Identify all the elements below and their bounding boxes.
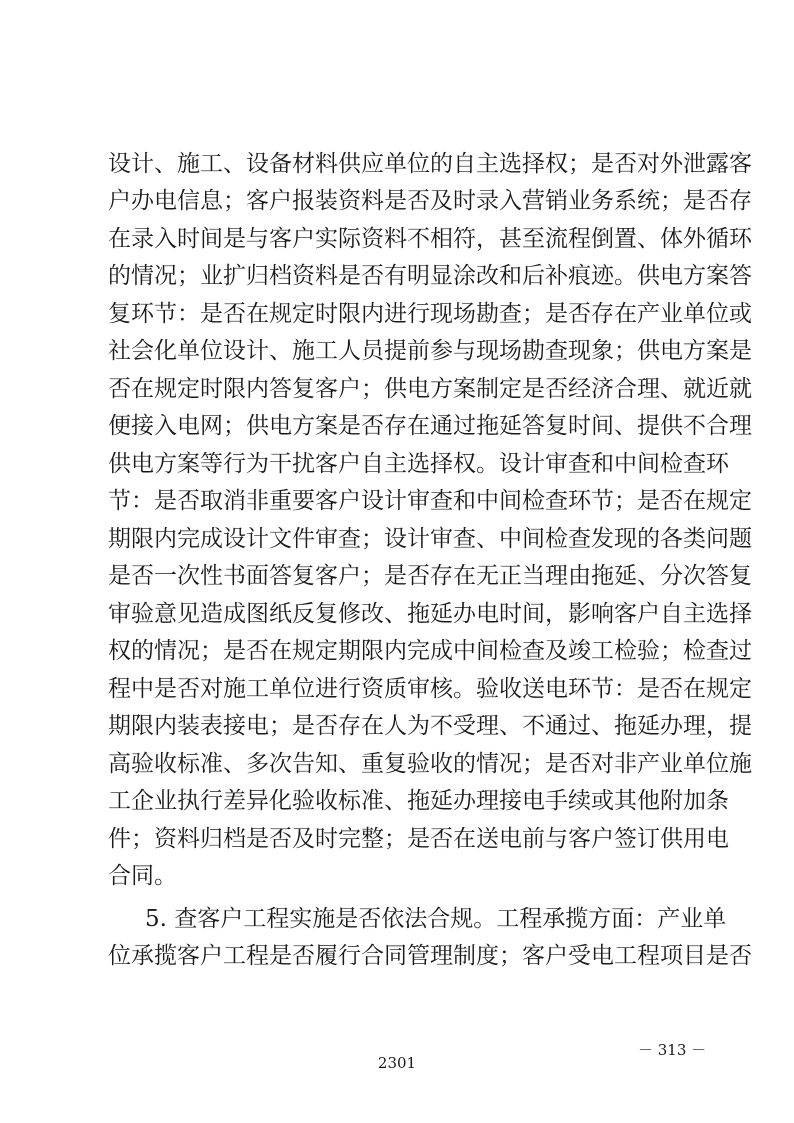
text-line: 高验收标准、多次告知、重复验收的情况；是否对非产业单位施 — [108, 751, 752, 777]
text-line: 程中是否对施工单位进行资质审核。验收送电环节：是否在规定 — [108, 676, 752, 702]
text-line: 节：是否取消非重要客户设计审查和中间检查环节；是否在规定 — [108, 488, 752, 514]
text-line: 供电方案等行为干扰客户自主选择权。设计审查和中间检查环 — [108, 451, 729, 477]
bottom-code: 2301 — [377, 1054, 417, 1072]
text-line: 审验意见造成图纸反复修改、拖延办电时间，影响客户自主选择 — [108, 601, 752, 627]
text-line: 的情况；业扩归档资料是否有明显涂改和后补痕迹。供电方案答 — [108, 263, 752, 289]
text-line: 设计、施工、设备材料供应单位的自主选择权；是否对外泄露客 — [108, 151, 752, 177]
text-line: 工企业执行差异化验收标准、拖延办理接电手续或其他附加条 — [108, 788, 729, 814]
text-line: 位承揽客户工程是否履行合同管理制度；客户受电工程项目是否 — [108, 943, 752, 969]
text-line: 社会化单位设计、施工人员提前参与现场勘查现象；供电方案是 — [108, 338, 752, 364]
text-line: 期限内完成设计文件审查；设计审查、中间检查发现的各类问题 — [108, 526, 752, 552]
text-line: 户办电信息；客户报装资料是否及时录入营销业务系统；是否存 — [108, 188, 752, 214]
text-line: 复环节：是否在规定时限内进行现场勘查；是否存在产业单位或 — [108, 301, 752, 327]
page-number: － 313 － — [638, 1041, 707, 1059]
text-line: 是否一次性书面答复客户；是否存在无正当理由拖延、分次答复 — [108, 563, 752, 589]
text-line: 期限内装表接电；是否存在人为不受理、不通过、拖延办理，提 — [108, 713, 752, 739]
text-line: 5. 查客户工程实施是否依法合规。工程承揽方面：产业单 — [145, 906, 727, 932]
text-line: 权的情况；是否在规定期限内完成中间检查及竣工检验；检查过 — [108, 638, 752, 664]
text-line: 便接入电网；供电方案是否存在通过拖延答复时间、提供不合理 — [108, 413, 752, 439]
text-line: 件；资料归档是否及时完整；是否在送电前与客户签订供用电 — [108, 826, 729, 852]
text-line: 合同。 — [108, 863, 177, 889]
text-line: 否在规定时限内答复客户；供电方案制定是否经济合理、就近就 — [108, 376, 752, 402]
text-line: 在录入时间是与客户实际资料不相符，甚至流程倒置、体外循环 — [108, 226, 752, 252]
